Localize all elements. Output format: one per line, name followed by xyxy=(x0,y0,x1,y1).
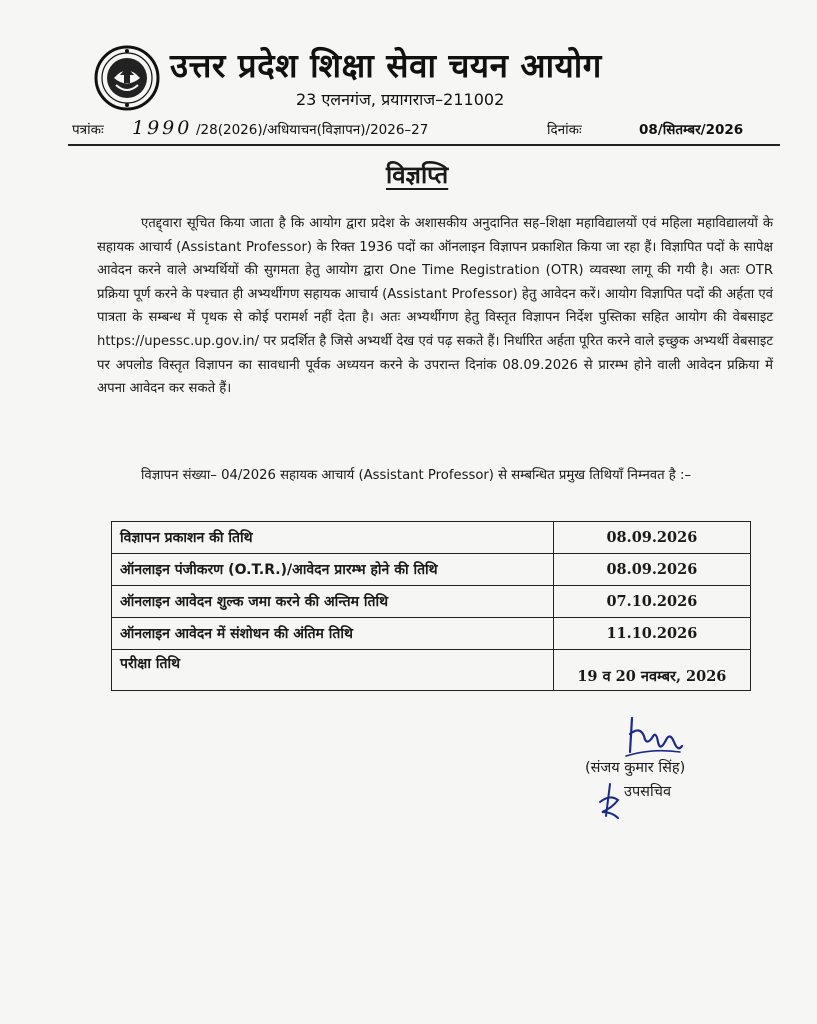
reference-label: पत्रांकः xyxy=(72,122,104,138)
date-value: 08.09.2026 xyxy=(553,554,750,586)
notice-paragraph-2: विज्ञापन संख्या– 04/2026 सहायक आचार्य (Assistant Professor) से सम्बन्धित प्रमुख तिथियाँ निम्नवत है :– xyxy=(141,468,692,483)
table-row xyxy=(112,618,751,650)
emblem-logo xyxy=(94,45,160,111)
notice-paragraph-1: एतद्द्वारा सूचित किया जाता है कि आयोग द्वारा प्रदेश के अशासकीय अनुदानित सह–शिक्षा महाविद्यालयों एवं महिला महाविद्यालयों के सहायक आचार्य (Assistant Professor) के रिक्त 1936 पदों का ऑनलाइन विज्ञापन प्रकाशित किया जा रहा हैं। विज्ञापित पदों के सापेक्ष आवेदन करने वाले अभ्यर्थियों की सुगमता हेतु आयोग द्वारा One Time Registration (OTR) व्यवस्था लागू की गयी है। अतः OTR प्रक्रिया पूर्ण करने के पश्चात ही अभ्यर्थीगण सहायक आचार्य (Assistant Professor) हेतु आवेदन करें। आयोग विज्ञापित पदों की अर्हता एवं पात्रता के सम्बन्ध में पृथक से कोई परामर्श नहीं देता है। अतः अभ्यर्थीगण हेतु विस्तृत विज्ञापन निर्देश पुस्तिका सहित आयोग की वेबसाइट https://upessc.up.gov.in/ पर प्रदर्शित है जिसे अभ्यर्थी देख एवं पढ़ सकते हैं। निर्धारित अर्हता पूरित करने वाले इच्छुक अभ्यर्थी वेबसाइट पर अपलोड विस्तृत विज्ञापन का सावधानी पूर्वक अध्ययन करने के उपरान्त दिनांक 08.09.2026 से प्रारम्भ होने वाली आवेदन प्रक्रिया में अपना आवेदन कर सकते हैं। xyxy=(97,216,773,397)
organization-address: 23 एलनगंज, प्रयागराज–211002 xyxy=(296,90,505,109)
table-row xyxy=(112,586,751,618)
date-label: परीक्षा तिथि xyxy=(112,650,554,691)
reference-line xyxy=(72,118,782,140)
reference-date-label: दिनांकः xyxy=(547,122,582,138)
organization-name: उत्तर प्रदेश शिक्षा सेवा चयन आयोग xyxy=(170,46,602,85)
date-value: 08.09.2026 xyxy=(553,522,750,554)
notice-title: विज्ञप्ति xyxy=(386,161,449,189)
table-row xyxy=(112,554,751,586)
date-value: 19 व 20 नवम्बर, 2026 xyxy=(553,650,750,691)
table-row xyxy=(112,522,751,554)
signature-image xyxy=(622,712,686,760)
signatory-name: (संजय कुमार सिंह) xyxy=(585,760,686,776)
reference-date: 08/सितम्बर/2026 xyxy=(639,122,744,138)
date-label: ऑनलाइन आवेदन में संशोधन की अंतिम तिथि xyxy=(112,618,554,650)
date-label: ऑनलाइन आवेदन शुल्क जमा करने की अन्तिम तिथि xyxy=(112,586,554,618)
header-divider xyxy=(68,144,780,146)
date-value: 11.10.2026 xyxy=(553,618,750,650)
reference-handwritten-number: 1990 xyxy=(132,117,193,139)
signatory-designation: उपसचिव xyxy=(624,784,672,800)
reference-number: /28(2026)/अधियाचन(विज्ञापन)/2026–27 xyxy=(196,122,429,138)
initial-signature-image xyxy=(596,782,622,822)
important-dates-table xyxy=(111,521,751,691)
date-label: ऑनलाइन पंजीकरण (O.T.R.)/आवेदन प्रारम्भ होने की तिथि xyxy=(112,554,554,586)
date-label: विज्ञापन प्रकाशन की तिथि xyxy=(112,522,554,554)
date-value: 07.10.2026 xyxy=(553,586,750,618)
table-row xyxy=(112,650,751,691)
